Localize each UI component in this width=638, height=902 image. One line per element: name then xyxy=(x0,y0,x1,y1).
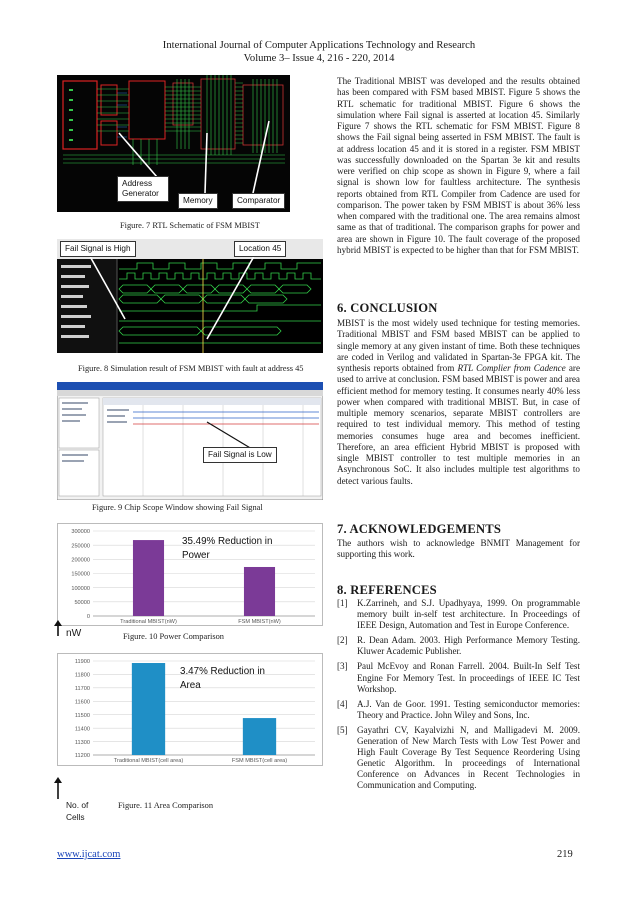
conclusion-heading: 6. CONCLUSION xyxy=(337,301,438,315)
power-unit-label: nW xyxy=(66,628,82,639)
reference-number: [2] xyxy=(337,635,348,646)
reference-number: [3] xyxy=(337,661,348,672)
x-category-label: Traditional MBIST(cell area) xyxy=(113,758,184,764)
acknowledgements-heading: 7. ACKNOWLEDGEMENTS xyxy=(337,522,502,536)
reference-number: [4] xyxy=(337,698,348,709)
y-tick-label: 11200 xyxy=(74,753,90,760)
callout-address-generator: Address Generator xyxy=(117,176,169,202)
fig7-rtl-schematic xyxy=(57,75,290,212)
y-tick-label: 150000 xyxy=(71,571,90,578)
references-heading: 8. REFERENCES xyxy=(337,583,437,597)
y-tick-label: 11800 xyxy=(74,672,90,679)
acknowledgements-text: The authors wish to acknowledge BNMIT Management for supporting this work. xyxy=(337,538,580,560)
callout-fail-signal-high: Fail Signal is High xyxy=(60,241,136,257)
power-reduction-annotation: 35.49% Reduction in Power xyxy=(182,536,273,561)
reference-text: A.J. Van de Goor. 1991. Testing semiconductor memories: Theory and Practice. John Wiley and Sons, Inc. xyxy=(357,698,580,720)
bar-fsm-mbist xyxy=(243,718,276,755)
page-number: 219 xyxy=(557,849,573,860)
y-tick-label: 11300 xyxy=(74,739,90,746)
conclusion-text-a: MBIST is the most widely used technique for testing memories. Traditional MBIST and FSM based MBIST can be applied to single memory at any given instant of time. Both these techniques are coded in Verilog and validated in Spartan-3e FPGA kit. The synthesis reports obtained from xyxy=(337,318,580,373)
nw-up-arrow-icon xyxy=(53,620,63,636)
fig9-chipscope-window xyxy=(57,382,323,500)
y-tick-label: 11900 xyxy=(74,659,90,666)
y-tick-label: 11500 xyxy=(74,712,90,719)
fig9-window-drawing xyxy=(57,382,323,500)
reference-item xyxy=(337,635,580,657)
cells-up-arrow-icon xyxy=(53,777,63,799)
x-category-label: Traditional MBIST(nW) xyxy=(120,619,177,625)
x-category-label: FSM MBIST(cell area) xyxy=(231,758,288,764)
reference-item xyxy=(337,725,580,792)
conclusion-text-b: are used to arrive at conclusion. FSM based MBIST is power and area efficient method for memory testing. It consumes nearly 40% less power when compared with traditional MBIST. But, in case of multiple memory scenarios, separate MBIST controllers are required to test individual memory. This method of testing memories consumes huge area and becomes inefficient. Therefore, an area efficient Hybrid MBIST is proposed with single MBIST controller to test multiple memories in an Asynchronous SoC. It also includes multiple test algorithms to detect various faults. xyxy=(337,363,581,486)
reference-number: [1] xyxy=(337,598,348,608)
reference-text: R. Dean Adam. 2003. High Performance Memory Testing. Kluwer Academic Publisher. xyxy=(357,635,580,657)
area-reduction-annotation: 3.47% Reduction in Area xyxy=(180,666,265,691)
fig7-schematic-drawing xyxy=(57,75,290,212)
reference-item xyxy=(337,699,580,721)
reference-item xyxy=(337,661,580,694)
y-tick-label: 50000 xyxy=(74,600,90,607)
bar-fsm-mbist xyxy=(244,567,275,616)
bar-traditional-mbist xyxy=(132,663,165,755)
fig7-caption: Figure. 7 RTL Schematic of FSM MBIST xyxy=(120,221,260,230)
y-tick-label: 250000 xyxy=(71,543,90,550)
y-tick-label: 11600 xyxy=(74,699,90,706)
reference-text: K.Zarrineh, and S.J. Upadhyaya, 1999. On programmable memory built in-self test architecture. In Proceedings of IEEE Design, Automation and Test in Europe Conference. xyxy=(357,598,580,631)
reference-number: [5] xyxy=(337,724,348,735)
bar-traditional-mbist xyxy=(133,540,164,616)
fig8-caption: Figure. 8 Simulation result of FSM MBIST with fault at address 45 xyxy=(78,364,304,373)
callout-location-45: Location 45 xyxy=(234,241,286,257)
reference-text: Gayathri CV, Kayalvizhi N, and Malligadevi M. 2009. Generation of New March Tests with Low Test Power and High Fault Coverage By Test Sequence Reordering Using Genetic Algorithm. In proceedings of International Conference on Advances in Recent Technologies in Communication and Computing. xyxy=(357,724,580,791)
intro-paragraph: The Traditional MBIST was developed and the results obtained has been compared with FSM based MBIST. Figure 5 shows the RTL schematic for traditional MBIST. Figure 6 shows the simulation where Fail signal is asserted at location 45. Similarly Figure 7 shows the RTL schematic for FSM MBIST. Figure 8 shows the Fail signal being asserted in FSM MBIST. The fault is at address location 45 and it is stored in a register. FSM MBIST was successfully downloaded on the Spartan 3e kit and results were verified on chip scope as shown in Figure 9, where a fail signal is shown low for faultless architecture. The synthesis reports obtained from RTL Compiler from Cadence are used for comparison. The power taken by FSM MBIST is about 36% less when compared with the traditional one. The area remains almost same as that of traditional. The comparison graphs for power and area are shown in Figure 10. The fault coverage of the proposed hybrid MBIST is expected to be higher than that for FSM MBIST. xyxy=(337,76,580,255)
y-tick-label: 300000 xyxy=(71,529,90,536)
x-category-label: FSM MBIST(nW) xyxy=(238,619,281,625)
callout-fail-signal-low: Fail Signal is Low xyxy=(203,447,277,463)
callout-comparator: Comparator xyxy=(232,193,285,209)
callout-memory: Memory xyxy=(178,193,218,209)
area-unit-label: No. of Cells xyxy=(66,800,89,822)
y-tick-label: 100000 xyxy=(71,585,90,592)
volume-info: Volume 3– Issue 4, 216 - 220, 2014 xyxy=(243,53,395,64)
y-tick-label: 11400 xyxy=(74,726,90,733)
fig11-caption: Figure. 11 Area Comparison xyxy=(118,801,214,810)
fig10-caption: Figure. 10 Power Comparison xyxy=(123,632,224,641)
journal-title: International Journal of Computer Applications Technology and Research xyxy=(162,40,476,51)
y-tick-label: 0 xyxy=(86,614,90,621)
journal-website-link[interactable]: www.ijcat.com xyxy=(57,849,121,860)
y-tick-label: 200000 xyxy=(71,557,90,564)
conclusion-paragraph xyxy=(337,318,580,487)
conclusion-italic-text: RTL Complier from Cadence xyxy=(457,363,566,373)
y-tick-label: 11700 xyxy=(74,686,90,693)
reference-item xyxy=(337,598,580,631)
references-list xyxy=(337,598,580,796)
reference-text: Paul McEvoy and Ronan Farrell. 2004. Built-In Self Test Engine For Memory Test. In proceedings of IEEE IC Test Workshop. xyxy=(357,661,580,694)
fig9-caption: Figure. 9 Chip Scope Window showing Fail Signal xyxy=(92,503,263,512)
